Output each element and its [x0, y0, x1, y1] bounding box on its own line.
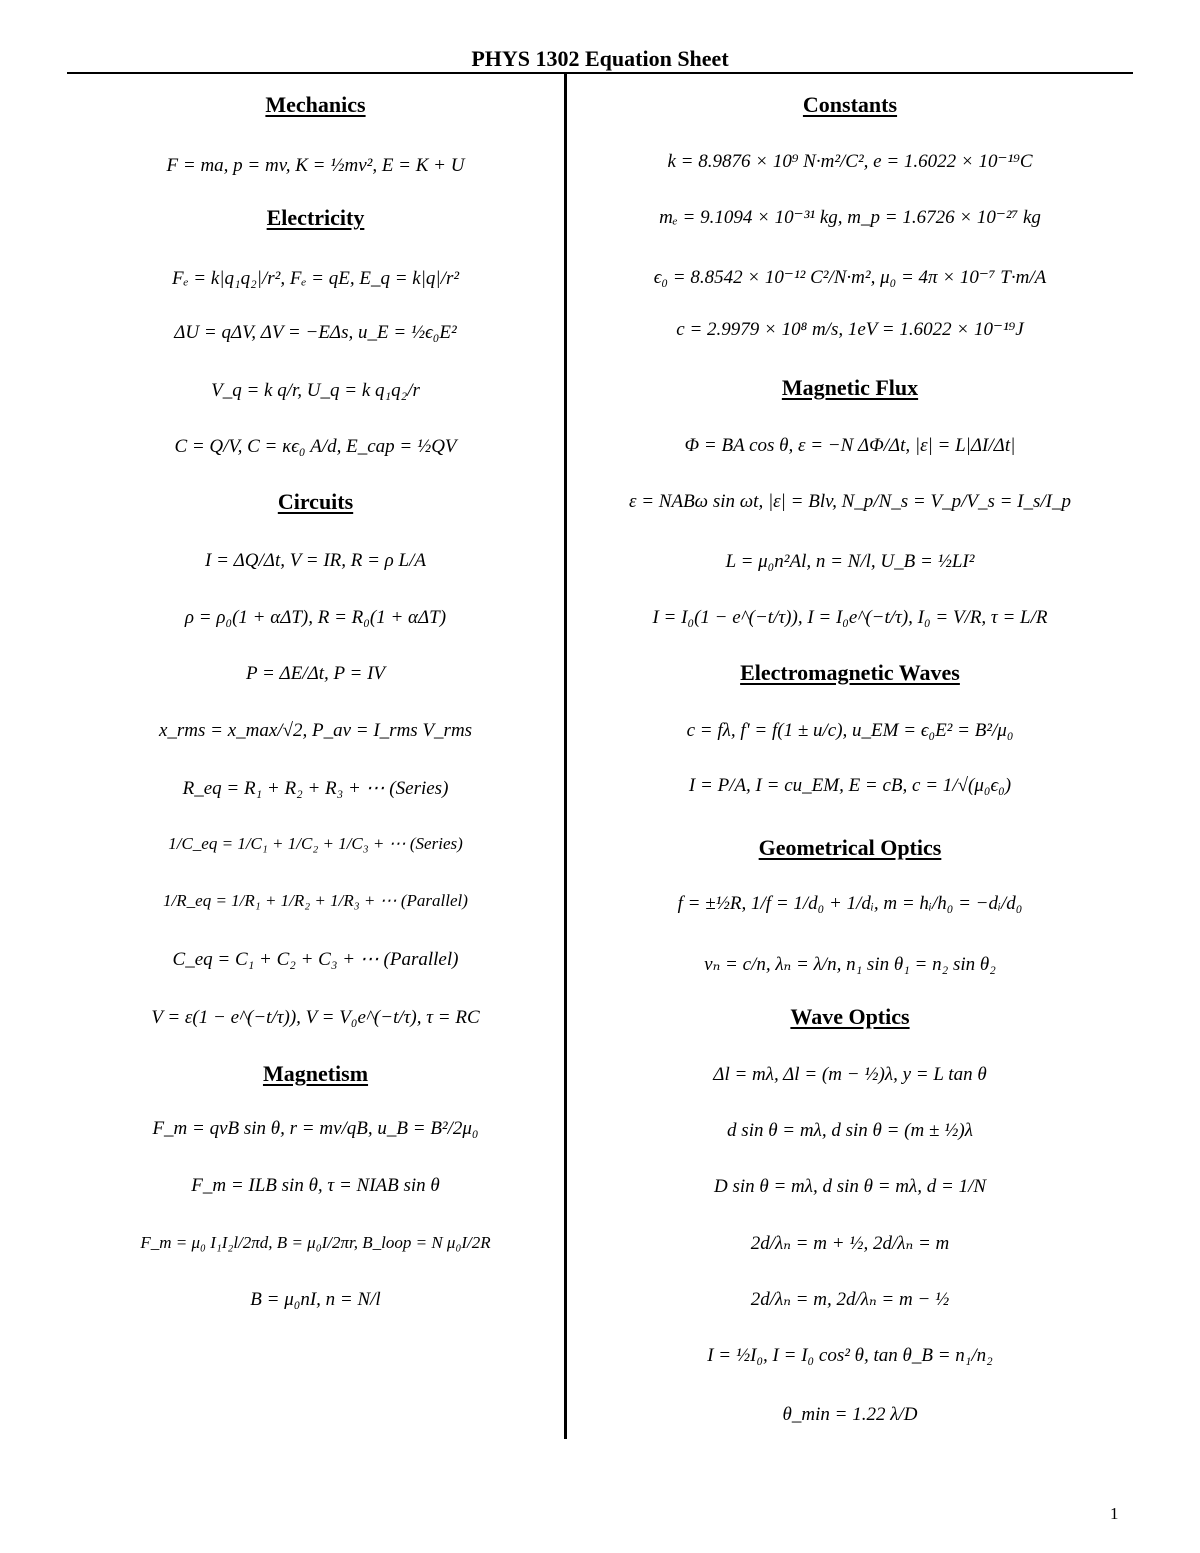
- equation-line: C_eq = C₁ + C₂ + C₃ + ⋯ (Parallel): [172, 949, 459, 970]
- equation-line: c = 2.9979 × 10⁸ m/s, 1eV = 1.6022 × 10⁻¹⁹J: [676, 319, 1024, 340]
- equation-line: 1/C_eq = 1/C₁ + 1/C₂ + 1/C₃ + ⋯ (Series): [168, 834, 463, 853]
- section-heading-wave-optics: Wave Optics: [790, 1004, 910, 1029]
- equation-line: x_rms = x_max/√2, P_av = I_rms V_rms: [158, 720, 473, 741]
- page-number: 1: [1110, 1504, 1119, 1523]
- page-title: PHYS 1302 Equation Sheet: [471, 46, 729, 71]
- equation-line: I = ΔQ/Δt, V = IR, R = ρ L/A: [205, 550, 426, 571]
- equation-line: ρ = ρ₀(1 + αΔT), R = R₀(1 + αΔT): [184, 607, 447, 628]
- section-heading-geometrical-optics: Geometrical Optics: [758, 835, 942, 860]
- section-heading-magnetic-flux: Magnetic Flux: [781, 375, 919, 400]
- equation-line: D sin θ = mλ, d sin θ = mλ, d = 1/N: [713, 1176, 987, 1197]
- equation-line: 1/R_eq = 1/R₁ + 1/R₂ + 1/R₃ + ⋯ (Parallel): [163, 891, 468, 910]
- equation-line: C = Q/V, C = κϵ₀ A/d, E_cap = ½QV: [174, 436, 457, 457]
- equation-line: ϵ₀ = 8.8542 × 10⁻¹² C²/N·m², μ₀ = 4π × 10⁻⁷ T·m/A: [653, 267, 1047, 288]
- equation-line: V_q = k q/r, U_q = k q₁q₂/r: [211, 380, 420, 401]
- equation-line: I = P/A, I = cu_EM, E = cB, c = 1/√(μ₀ϵ₀): [688, 775, 1012, 796]
- section-heading-electromagnetic-waves: Electromagnetic Waves: [740, 660, 960, 685]
- equation-line: F_m = ILB sin θ, τ = NIAB sin θ: [191, 1175, 440, 1196]
- equation-line: V = ε(1 − e^(−t/τ)), V = V₀e^(−t/τ), τ = RC: [151, 1007, 480, 1028]
- section-heading-constants: Constants: [802, 92, 898, 117]
- equation-line: vₙ = c/n, λₙ = λ/n, n₁ sin θ₁ = n₂ sin θ₂: [704, 954, 996, 975]
- equation-line: c = fλ, f' = f(1 ± u/c), u_EM = ϵ₀E² = B²/μ₀: [686, 720, 1014, 741]
- equation-line: 2d/λₙ = m, 2d/λₙ = m − ½: [750, 1289, 950, 1310]
- equation-line: L = μ₀n²Al, n = N/l, U_B = ½LI²: [725, 551, 975, 572]
- equation-line: F_m = μ₀ I₁I₂l/2πd, B = μ₀I/2πr, B_loop = N μ₀I/2R: [140, 1233, 491, 1252]
- section-heading-circuits: Circuits: [277, 489, 354, 514]
- equation-line: mₑ = 9.1094 × 10⁻³¹ kg, m_p = 1.6726 × 10⁻²⁷ kg: [659, 207, 1041, 228]
- equation-line: I = I₀(1 − e^(−t/τ)), I = I₀e^(−t/τ), I₀ = V/R, τ = L/R: [652, 607, 1048, 628]
- equation-line: θ_min = 1.22 λ/D: [782, 1404, 918, 1425]
- equation-line: Δl = mλ, Δl = (m − ½)λ, y = L tan θ: [713, 1064, 987, 1085]
- section-heading-mechanics: Mechanics: [265, 92, 366, 117]
- equation-line: ε = NABω sin ωt, |ε| = Blv, N_p/N_s = V_p/V_s = I_s/I_p: [628, 491, 1071, 512]
- equation-line: d sin θ = mλ, d sin θ = (m ± ½)λ: [727, 1120, 973, 1141]
- equation-line: R_eq = R₁ + R₂ + R₃ + ⋯ (Series): [182, 778, 449, 799]
- equation-line: F = ma, p = mv, K = ½mv², E = K + U: [166, 155, 465, 176]
- equation-line: ΔU = qΔV, ΔV = −EΔs, u_E = ½ϵ₀E²: [174, 322, 457, 343]
- equation-line: F_m = qvB sin θ, r = mv/qB, u_B = B²/2μ₀: [152, 1118, 479, 1139]
- header-divider: [67, 72, 1133, 74]
- equation-line: f = ±½R, 1/f = 1/d₀ + 1/dᵢ, m = hᵢ/h₀ = −dᵢ/d₀: [677, 893, 1023, 914]
- section-heading-electricity: Electricity: [266, 205, 365, 230]
- equation-line: Φ = BA cos θ, ε = −N ΔΦ/Δt, |ε| = L|ΔI/Δt|: [684, 435, 1016, 456]
- section-heading-magnetism: Magnetism: [262, 1061, 369, 1086]
- equation-line: 2d/λₙ = m + ½, 2d/λₙ = m: [750, 1233, 950, 1254]
- equation-line: Fₑ = k|q₁q₂|/r², Fₑ = qE, E_q = k|q|/r²: [171, 268, 460, 289]
- equation-line: B = μ₀nI, n = N/l: [250, 1289, 381, 1310]
- equation-line: I = ½I₀, I = I₀ cos² θ, tan θ_B = n₁/n₂: [707, 1345, 993, 1366]
- equation-line: k = 8.9876 × 10⁹ N·m²/C², e = 1.6022 × 10⁻¹⁹C: [667, 151, 1033, 172]
- equation-line: P = ΔE/Δt, P = IV: [245, 663, 386, 684]
